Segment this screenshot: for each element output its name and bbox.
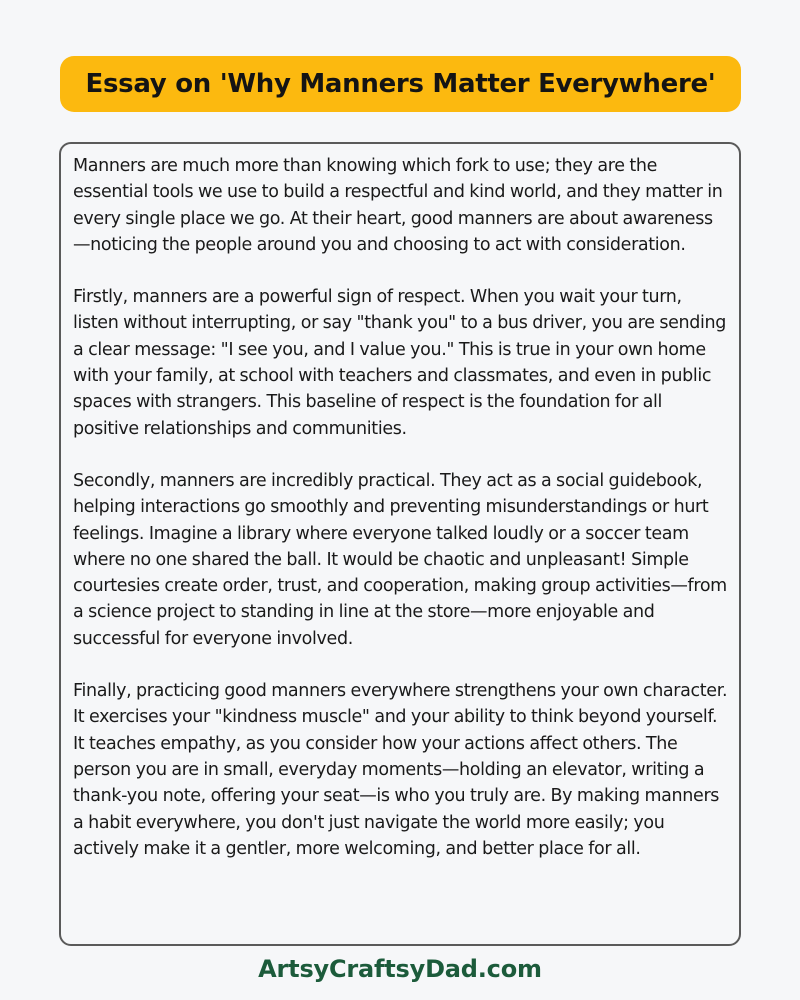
page-title: Essay on 'Why Manners Matter Everywhere': [85, 69, 716, 99]
essay-paragraph-respect: Firstly, manners are a powerful sign of respect. When you wait your turn, listen without interrupting, or say "thank you" to a bus driver, you are sending a clear message: "I see you, and I value you." This is true in your own home with your family, at school with teachers and classmates, and even in public spaces with strangers. This baseline of respect is the foundation for all positive relationships and communities.: [73, 287, 727, 439]
title-banner: [60, 56, 741, 112]
essay-paragraph-practical: Secondly, manners are incredibly practical. They act as a social guidebook, helping interactions go smoothly and preventing misunderstandings or hurt feelings. Imagine a library where everyone talked loudly or a soccer team where no one shared the ball. It would be chaotic and unpleasant! Simple courtesies create order, trust, and cooperation, making group activities—from a science project to standing in line at the store—more enjoyable and successful for everyone involved.: [73, 470, 727, 649]
essay-body: [59, 142, 741, 946]
essay-paragraph-character: Finally, practicing good manners everywhere strengthens your own character. It exercises your "kindness muscle" and your ability to think beyond yourself. It teaches empathy, as you consider how your actions affect others. The person you are in small, everyday moments—holding an elevator, writing a thank-you note, offering your seat—is who you truly are. By making manners a habit everywhere, you don't just navigate the world more easily; you actively make it a gentler, more welcoming, and better place for all.: [73, 681, 728, 859]
essay-paragraph-intro: Manners are much more than knowing which fork to use; they are the essential tools we use to build a respectful and kind world, and they matter in every single place we go. At their heart, good manners are about awareness—noticing the people around you and choosing to act with consideration.: [73, 156, 723, 255]
footer-brand-text: ArtsyCraftsyDad.com: [258, 955, 542, 983]
